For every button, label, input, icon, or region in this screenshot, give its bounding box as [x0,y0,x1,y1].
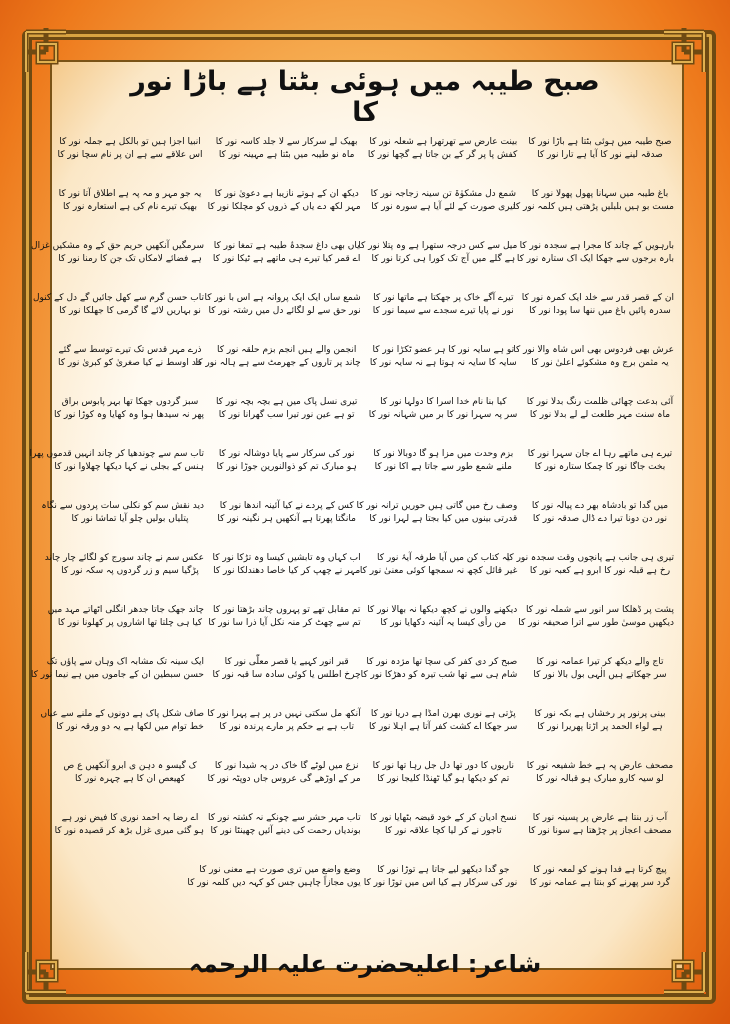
verse-line: پشت پر ڈھلکا سر انور سے شملہ نور کا [525,605,674,615]
couplet [41,500,204,552]
verse-line: ماہ نو طیبہ میں بٹتا ہے مہینہ نور کا [218,150,355,160]
verse-line: دیکھیں موسیٰ طور سے اترا صحیفہ نور کا [518,618,674,628]
couplet [358,240,518,292]
verse-line: نو بہاریں لائے گا گرمی کا جھلکا نور کا [59,306,201,316]
corner-ornament-icon [16,930,88,1002]
verse-line: سرمگیں آنکھیں حریم حق کے وہ مشکیں غزال [31,241,204,251]
verse-line: ہے فضائے لامکاں تک جن کا رمنا نور کا [58,254,202,264]
couplet [526,760,674,812]
verse-line: تاجور نے کر لیا کچا علاقہ نور کا [384,826,502,836]
verse-line: ہے لواء الحمد پر اڑتا پھریرا نور کا [537,722,663,732]
verse-line: مر کے اوڑھے گی عروس جاں دوپٹہ نور کا [207,774,361,784]
verse-line: سر جھکاتے ہیں الٰہی بول بالا نور کا [533,670,667,680]
verse-line: سر جھکا اے کشت کفر آتا ہے اہلا نور کا [368,722,518,732]
verse-line: ہنس کے بجلی نے کہا دیکھا چھلاوا نور کا [54,462,204,472]
verse-line: خط توام میں لکھا ہے یہ دو ورقہ نور کا [56,722,204,732]
verse-line: پتلیاں بولیں چلو آیا تماشا نور کا [71,514,189,524]
verse-line: دید نقش سم کو نکلی سات پردوں سے نگاہ [41,501,204,511]
verse-line: نور کی سرکار ہے کیا اس میں توڑا نور کا [363,878,518,888]
verse-line: دیکھنے والوں نے کچھ دیکھا نہ بھالا نور کا [367,605,518,615]
verse-line: وصف رخ میں گاتی ہیں حوریں ترانہ نور کا [356,501,518,511]
verse-line: آئی بدعت چھائی ظلمت رنگ بدلا نور کا [526,397,674,407]
couplet [516,240,674,292]
verse-line: بارہویں کے چاند کا مجرا ہے سجدہ نور کا [519,241,674,251]
verse-line: بخت جاگا نور کا چمکا ستارہ نور کا [534,462,666,472]
couplet [526,500,674,552]
verse-line: صاف شکل پاک ہے دونوں کے ملنے سے عیاں [40,709,204,719]
verse-line: یہ مثمن برج وہ مشکوئے اعلیٰ نور کا [531,358,669,368]
verse-line: مہر لکھ دے یاں کے ذروں کو مچلکا نور کا [207,202,361,212]
poem-column [187,136,361,916]
verse-line: نزع میں لوٹے گا خاک در پہ شیدا نور کا [214,761,359,771]
verse-line: ذرے مہر قدس تک تیرے توسط سے گئے [58,345,202,355]
verse-line: اب کہاں وہ تابشیں کیسا وہ تڑکا نور کا [212,553,361,563]
couplet [208,812,361,864]
verse-line: نور دن دونا تیرا دے ڈال صدقہ نور کا [532,514,668,524]
couplet [207,760,361,812]
poem-columns [29,136,674,916]
couplet [204,292,361,344]
verse-line: پھر نہ سیدھا ہوا وہ کھایا وہ کوڑا نور کا [53,410,204,420]
verse-line: یہ جو مہر و مہ پہ ہے اطلاق آتا نور کا [58,189,202,199]
couplet [521,292,674,344]
couplet [32,292,204,344]
couplet [526,812,674,864]
verse-line: انبیا اجزا ہیں تو بالکل ہے جملہ نور کا [59,137,201,147]
couplet [213,136,361,188]
verse-line: شام ہی سے تھا شب تیرہ کو دھڑکا نور کا [360,670,518,680]
verse-line: پڑگیا سیم و زر گردوں پہ سکہ نور کا [61,566,199,576]
verse-line: مانگتا پھرتا ہے آنکھیں ہر نگینہ نور کا [217,514,356,524]
verse-line: تو ہے عین نور تیرا سب گھرانا نور کا [218,410,355,420]
couplet [526,708,674,760]
couplet [213,396,361,448]
couplet [207,708,361,760]
verse-line: بوندیاں رحمت کی دینے آئیں چھینٹا نور کا [210,826,361,836]
verse-line: پڑتی ہے نوری بھرن امڈا ہے دریا نور کا [370,709,516,719]
couplet [40,708,204,760]
verse-line: ایک سینہ تک مشابہ اک وہاں سے پاؤں تک [46,657,204,667]
verse-line: دیکھ ان کے ہوتے نازیبا ہے دعویٰ نور کا [214,189,359,199]
verse-line: کس کے پردے نے کیا آئینہ اندھا نور کا [219,501,354,511]
poet-credit: شاعر: اعلیحضرت علیہ الرحمہ [188,950,542,978]
couplet [356,500,518,552]
couplet [44,552,204,604]
couplet [369,812,517,864]
verse-line: قبر انور کہیے یا قصر معلّٰی نور کا [224,657,349,667]
verse-line: نسخ ادیان کر کے خود قبضہ بٹھایا نور کا [370,813,517,823]
verse-line: بینی پرنور پر رخشاں ہے بکہ نور کا [534,709,666,719]
couplet [213,448,361,500]
verse-line: کیا بنا نام خدا اسرا کا دولہا نور کا [380,397,507,407]
couplet [56,344,204,396]
verse-line: گرد سر پھرنے کو بنتا ہے عمامہ نور کا [529,878,671,888]
verse-line: شمع ساں ایک ایک پروانہ ہے اس با نور کا [204,293,361,303]
verse-line: صدقہ لینے نور کا آیا ہے تارا نور کا [537,150,663,160]
verse-line: مست بو ہیں بلبلیں پڑھتی ہیں کلمہ نور کا [513,202,674,212]
couplet [363,864,518,916]
verse-line: من رأی کیسا یہ آئینہ دکھایا نور کا [380,618,507,628]
verse-line: میل سے کس درجہ ستھرا ہے وہ پتلا نور کا [358,241,518,251]
verse-line: ک گیسو ہ دہن ی ابرو آنکھیں ع ص [63,761,197,771]
verse-line: مصحف عارض پہ ہے خط شفیعہ نور کا [526,761,674,771]
verse-line: ان کے قصر قدر سے خلد ایک کمرہ نور کا [521,293,674,303]
verse-line: تیری ہی جانب ہے پانچوں وقت سجدہ نور کا [506,553,674,563]
couplet [213,500,361,552]
verse-line: وضع واضع میں تری صورت ہے معنی نور کا [199,865,361,875]
couplet [526,656,674,708]
verse-line: بارہ برجوں سے جھکا ایک اک ستارہ نور کا [516,254,674,264]
verse-line: عرش بھی فردوس بھی اس شاہ والا نور کا [513,345,674,355]
couplet [213,240,361,292]
verse-line: تیری صورت کے لئے آیا ہے سورہ نور کا [371,202,516,212]
verse-line: عکس سم نے چاند سورج کو لگائے چار چاند [44,553,204,563]
verse-line: سایہ کا سایہ نہ ہوتا ہے نہ سایہ نور کا [369,358,517,368]
couplet [526,136,674,188]
couplet [369,344,517,396]
verse-line: بینت عارض سے تھرتھرا ہے شعلہ نور کا [369,137,518,147]
couplet [369,604,517,656]
verse-line: لو سیہ کارو مبارک ہو قبالہ نور کا [536,774,664,784]
couplet [369,292,517,344]
couplet [526,864,674,916]
couplet [513,188,674,240]
couplet [369,136,517,188]
couplet [369,188,517,240]
verse-line: پیچ کرتا ہے فدا ہونے کو لمعہ نور کا [533,865,667,875]
couplet [53,396,204,448]
verse-line: تاب سم سے چوندھیا کر چاند انہیں قدموں پھرا [29,449,204,459]
couplet [207,188,361,240]
verse-line: تاب مہر حشر سے چونکے نہ کشتہ نور کا [208,813,361,823]
verse-line: ملنے شمع طور سے جاتا ہے اکا نور کا [374,462,512,472]
verse-line: سبز گردوں جھکا تھا بہر پابوس براق [61,397,199,407]
verse-line: ہو مبارک تم کو ذوالنورین جوڑا نور کا [216,462,357,472]
couplet [213,552,361,604]
verse-line: تم مقابل تھے تو پہروں چاند بڑھتا نور کا [212,605,361,615]
verse-line: آب زر بنتا ہے عارض پر پسینہ نور کا [532,813,668,823]
couplet [359,552,518,604]
verse-line: باغ طیبہ میں سہانا پھول پھولا نور کا [531,189,669,199]
couplet [526,396,674,448]
verse-line: اے قمر کیا تیرے ہی ماتھے ہے ٹیکا نور کا [212,254,361,264]
verse-line: شمع دل مشکوٰۃ تن سینہ زجاجہ نور کا [370,189,517,199]
poem-column [29,136,204,916]
verse-line: چاند پر تاروں کے جھرمٹ سے ہے ہالہ نور کا [195,358,361,368]
verse-line: غیر قائل کچھ نہ سمجھا کوئی معنیٰ نور کا [359,566,518,576]
couplet [47,604,204,656]
verse-line: سر پہ سہرا نور کا بر میں شہانہ نور کا [368,410,518,420]
verse-line: اے رضا یہ احمد نوری کا فیض نور ہے [61,813,199,823]
couplet [360,656,518,708]
verse-line: ماہ سنت مہر طلعت لے لے بدلا نور کا [529,410,671,420]
verse-line: بھیک تیرے نام کی ہے استعارہ نور کا [62,202,198,212]
verse-line: بھیک لے سرکار سے لا جلد کاسہ نور کا [215,137,358,147]
verse-line: ہے گلے میں آج تک کورا ہی کرتا نور کا [371,254,516,264]
verse-line: صبح کر دی کفر کی سچا تھا مژدہ نور کا [366,657,518,667]
couplet [187,864,361,916]
verse-line: میں گدا تو بادشاہ بھر دے پیالہ نور کا [531,501,669,511]
verse-line: حسن سبطین ان کے جاموں میں ہے نیما نور کا [30,670,204,680]
verse-line: چرخ اطلس یا کوئی سادہ سا قبہ نور کا [212,670,361,680]
verse-line: ہو گئی میری غزل بڑھ کر قصیدہ نور کا [54,826,204,836]
verse-line: نور کی سرکار سے پایا دوشالہ نور کا [218,449,355,459]
poem-column [506,136,674,916]
verse-line: تاب حسن گرم سے کھل جائیں گے دل کے کنول [32,293,204,303]
verse-line: تیرے آگے خاک پر جھکتا ہے ماتھا نور کا [373,293,514,303]
verse-line: تاب ہے بے حکم پر مارے پرندہ نور کا [219,722,354,732]
verse-line: حد اوسط نے کیا صغریٰ کو کبریٰ نور کا [57,358,203,368]
verse-line: کفش پا پر گر کے بن جاتا ہے گچھا نور کا [367,150,518,160]
couplet [513,344,674,396]
couplet [30,656,204,708]
verse-line: تو ہے سایہ نور کا ہر عضو ٹکڑا نور کا [372,345,515,355]
verse-line: تم سے چھٹ کر منہ نکل آیا ذرا سا نور کا [208,618,361,628]
verse-line: سدرہ پائیں باغ میں ننھا سا پودا نور کا [529,306,671,316]
couplet [213,656,361,708]
couplet [518,604,674,656]
verse-line: بزم وحدت میں مزا ہو گا دوبالا نور کا [373,449,514,459]
verse-line: رخ ہے قبلہ نور کا ابرو ہے کعبہ نور کا [529,566,671,576]
verse-line: تم کو دیکھا ہو گیا ٹھنڈا کلیجا نور کا [377,774,510,784]
verse-line: نور حق سے لو لگائے دل میں رشتہ نور کا [208,306,361,316]
verse-line: صبح طیبہ میں ہوئی بٹتا ہے باڑا نور کا [528,137,672,147]
corner-ornament-icon [16,22,88,94]
verse-line: جو گدا دیکھو لیے جاتا ہے توڑا نور کا [377,865,510,875]
couplet [208,604,361,656]
verse-line: نور نے پایا تیرے سجدے سے سیما نور کا [372,306,514,316]
couplet [526,448,674,500]
verse-line: چاند جھک جاتا جدھر انگلی اٹھاتے مہد میں [47,605,204,615]
verse-line: مصحف اعجاز پر چڑھتا ہے سونا نور کا [528,826,672,836]
verse-line: قدرتی بینوں میں کیا بجتا ہے لہرا نور کا [369,514,518,524]
couplet [369,760,517,812]
verse-line: ناریوں کا دور تھا دل جل رہا تھا نور کا [372,761,515,771]
couplet [369,448,517,500]
corner-ornament-icon [642,930,714,1002]
couplet [56,760,204,812]
verse-line: تیرے ہی ماتھے رہا اے جان سہرا نور کا [527,449,673,459]
couplet [369,708,517,760]
couplet [56,812,204,864]
couplet [56,136,204,188]
verse-line: انجمن والے ہیں انجم بزم حلقہ نور کا [216,345,357,355]
verse-line: تاج والے دیکھ کر تیرا عمامہ نور کا [536,657,664,667]
verse-line: کھیعص ان کا ہے چہرہ نور کا [75,774,185,784]
couplet [195,344,361,396]
corner-ornament-icon [642,22,714,94]
poem-column [356,136,518,916]
verse-line: آنکھ مل سکتی نہیں در پر ہے پہرا نور کا [207,709,361,719]
verse-line: یاں بھی داغ سجدۂ طیبہ ہے تمغا نور کا [213,241,360,251]
couplet [29,448,204,500]
poem-title: صبح طیبہ میں ہوئی بٹتا ہے باڑا نور کا [130,66,600,128]
couplet [506,552,674,604]
verse-line: کیا ہی چلتا تھا اشاروں پر کھلونا نور کا [57,618,203,628]
couplet [369,396,517,448]
couplet [56,188,204,240]
verse-line: اس علاقے سے ہے ان پر نام سچا نور کا [57,150,203,160]
verse-line: تیری نسل پاک میں ہے بچہ بچہ نور کا [215,397,358,407]
verse-line: یوں مجازاً چاہیں جس کو کہہ دیں کلمہ نور کا [187,878,361,888]
verse-line: مہر نے چھپ کر کیا خاصا دھندلکا نور کا [213,566,361,576]
couplet [31,240,204,292]
verse-line: یہ کتاب کن میں آیا طرفہ آیۂ نور کا [376,553,510,563]
